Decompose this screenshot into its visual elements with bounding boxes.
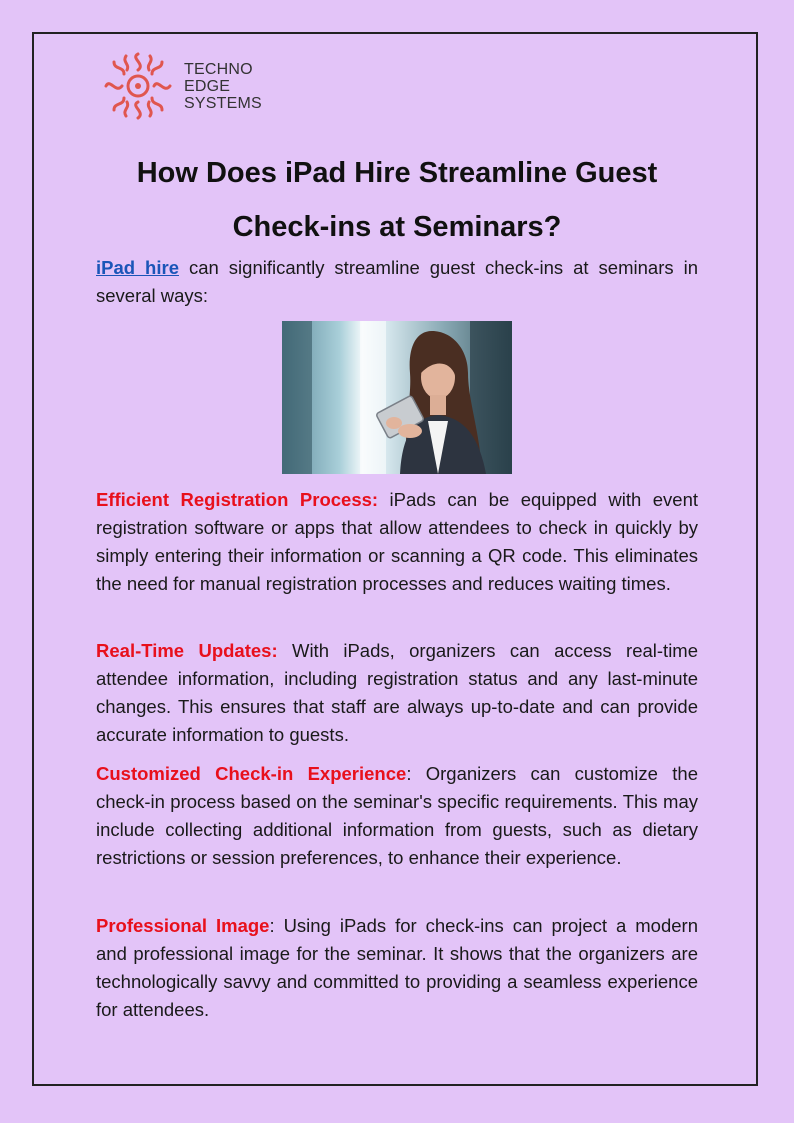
- woman-with-tablet-photo: [282, 321, 512, 474]
- logo-line-1: TECHNO: [184, 60, 253, 78]
- ipad-hire-link[interactable]: iPad hire: [96, 257, 179, 278]
- section-heading: Professional Image: [96, 915, 270, 936]
- section-text: : Organizers can customize the check-in process based on the seminar's specific requirements. This may include collecting additional information from guests, such as dietary restrictions or session preferences, to enhance their experience.: [96, 763, 698, 868]
- section-real-time-updates: [96, 637, 698, 749]
- photo-illustration: [282, 321, 512, 474]
- logo-line-3: SYSTEMS: [184, 94, 262, 112]
- section-text: With iPads, organizers can access real-time attendee information, including registration status and any last-minute changes. This ensures that staff are always up-to-date and can provide accurate information to guests.: [96, 640, 698, 745]
- intro-paragraph: [96, 254, 698, 310]
- intro-text: can significantly streamline guest check-ins at seminars in several ways:: [96, 257, 698, 306]
- title-line-1: How Does iPad Hire Streamline Guest: [136, 157, 658, 189]
- section-customized-check-in: [96, 760, 698, 872]
- section-text: : Using iPads for check-ins can project a modern and professional image for the seminar. It shows that the organizers are technologically savvy and committed to providing a seamless experience for attendees.: [96, 915, 698, 1020]
- section-heading: Real-Time Updates:: [96, 640, 278, 661]
- section-heading: Customized Check-in Experience: [96, 763, 407, 784]
- section-text: iPads can be equipped with event registration software or apps that allow attendees to check in quickly by simply entering their information or scanning a QR code. This eliminates the need for manual registration processes and reduces waiting times.: [96, 489, 699, 594]
- title-line-2: Check-ins at Seminars?: [232, 211, 562, 243]
- section-efficient-registration: [96, 486, 698, 598]
- section-heading: Efficient Registration Process:: [96, 489, 379, 510]
- logo-mark-icon: [100, 48, 176, 124]
- section-professional-image: [96, 912, 698, 1024]
- logo-line-2: EDGE: [184, 77, 231, 95]
- page-title: [96, 146, 698, 254]
- company-logo: [100, 48, 262, 124]
